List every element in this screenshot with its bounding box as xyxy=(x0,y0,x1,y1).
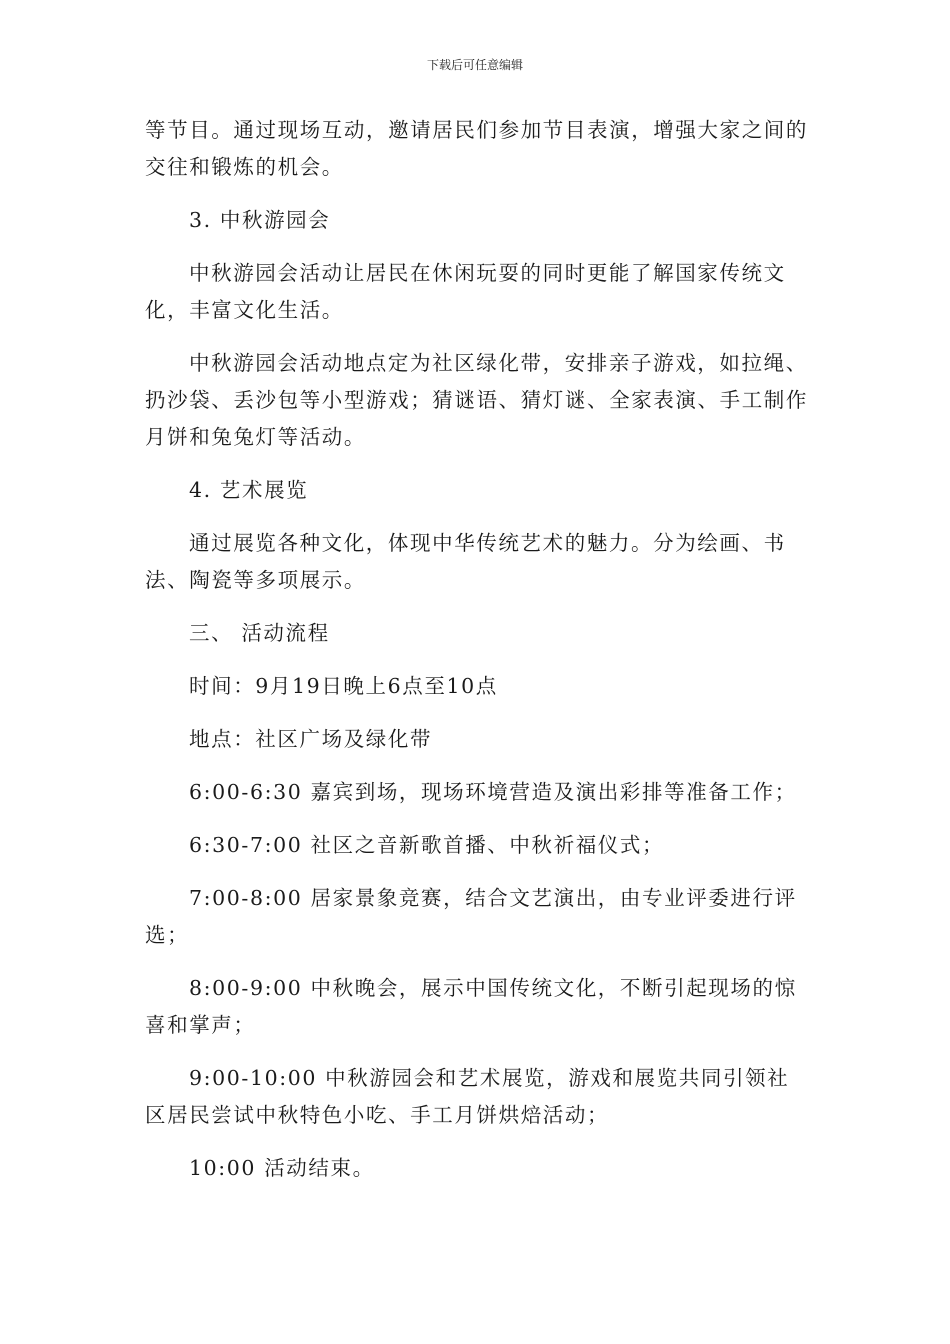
schedule-item: 8:00-9:00 中秋晚会，展示中国传统文化，不断引起现场的惊喜和掌声； xyxy=(145,976,797,1037)
schedule-item: 10:00 活动结束。 xyxy=(189,1156,375,1180)
paragraph-fair-activities: 中秋游园会活动地点定为社区绿化带，安排亲子游戏，如拉绳、扔沙袋、丢沙包等小型游戏；猜谜语、猜灯谜、全家表演、手工制作月饼和兔兔灯等活动。 xyxy=(145,351,808,449)
schedule-item: 6:30-7:00 社区之音新歌首播、中秋祈福仪式； xyxy=(189,833,665,857)
paragraph-time: 时间：9月19日晚上6点至10点 xyxy=(189,674,498,698)
paragraph-art-exhibition: 通过展览各种文化，体现中华传统艺术的魅力。分为绘画、书法、陶瓷等多项展示。 xyxy=(145,531,786,592)
schedule-item: 7:00-8:00 居家景象竞赛，结合文艺演出，由专业评委进行评选； xyxy=(145,886,797,947)
paragraph-intro-continuation: 等节目。通过现场互动，邀请居民们参加节目表演，增强大家之间的交往和锻炼的机会。 xyxy=(145,118,808,179)
section-heading-art-exhibition: 4. 艺术展览 xyxy=(189,478,309,502)
section-heading-activity-process: 三、 活动流程 xyxy=(189,621,330,645)
schedule-item: 6:00-6:30 嘉宾到场，现场环境营造及演出彩排等准备工作； xyxy=(189,780,797,804)
paragraph-fair-purpose: 中秋游园会活动让居民在休闲玩耍的同时更能了解国家传统文化，丰富文化生活。 xyxy=(145,261,786,322)
paragraph-location: 地点：社区广场及绿化带 xyxy=(189,727,433,751)
page-header: 下载后可任意编辑 xyxy=(426,58,523,72)
section-heading-mid-autumn-fair: 3. 中秋游园会 xyxy=(189,208,331,232)
schedule-item: 9:00-10:00 中秋游园会和艺术展览，游戏和展览共同引领社区居民尝试中秋特色小吃、手工月饼烘焙活动； xyxy=(145,1066,790,1127)
document-body xyxy=(145,112,809,1203)
